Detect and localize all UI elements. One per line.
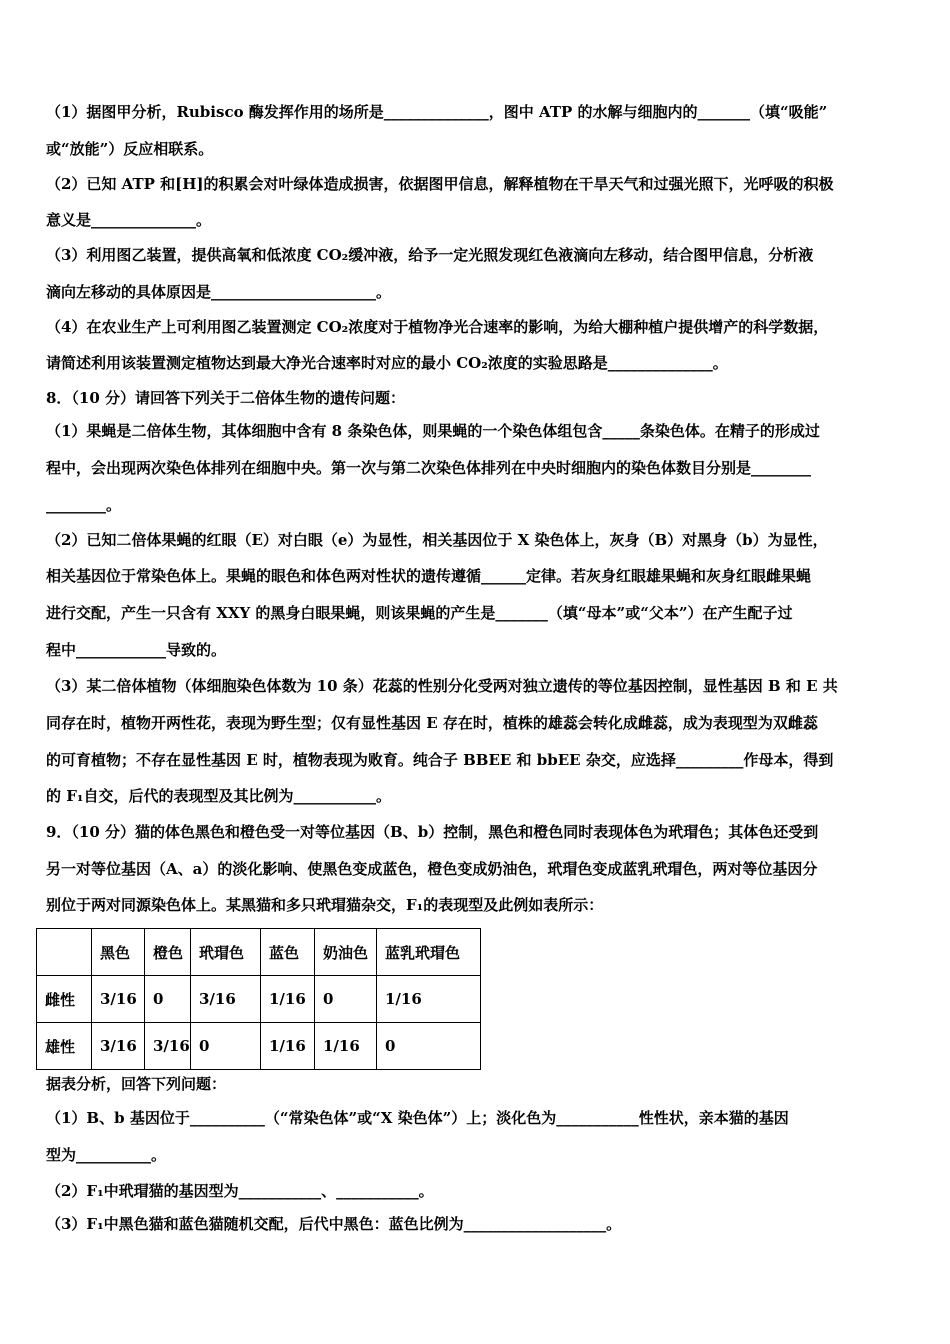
table-header-row [37,929,481,976]
table-cell: 1/16 [315,1023,377,1070]
q9-3-line: （3）F₁中黑色猫和蓝色猫随机交配，后代中黑色：蓝色比例为___________________。 [46,1215,622,1233]
q9-analysis-intro: 据表分析，回答下列问题： [46,1075,227,1093]
table-cell: 3/16 [191,976,261,1023]
q8-1-line2: 程中，会出现两次染色体排列在细胞中央。第一次与第二次染色体排列在中央时细胞内的染色体数目分别是________ [46,459,812,477]
table-cell: 1/16 [261,1023,315,1070]
q9-1-line1: （1）B、b 基因位于__________（“常染色体”或“X 染色体”）上；淡化色为___________性性状，亲本猫的基因 [46,1109,789,1127]
q8-3-line1: （3）某二倍体植物（体细胞染色体数为 10 条）花蕊的性别分化受两对独立遗传的等位基因控制，显性基因 B 和 E 共 [46,677,838,695]
q8-2-line1: （2）已知二倍体果蝇的红眼（E）对白眼（e）为显性，相关基因位于 X 染色体上，灰身（B）对黑身（b）为显性， [46,531,828,549]
q8-title: 8．（10 分）请回答下列关于二倍体生物的遗传问题： [46,389,406,407]
q8-2-line4: 程中____________导致的。 [46,641,227,659]
table-cell: 0 [191,1023,261,1070]
table-cell: 雄性 [37,1023,92,1070]
table-header-cell: 玳瑁色 [191,929,261,976]
table-header-cell: 蓝色 [261,929,315,976]
q8-3-line2: 同存在时，植物开两性花，表现为野生型；仅有显性基因 E 存在时，植株的雄蕊会转化成雌蕊，成为表现型为双雌蕊 [46,714,818,732]
table-header-cell: 奶油色 [315,929,377,976]
q7-2-line1: （2）已知 ATP 和[H]的积累会对叶绿体造成损害，依据图甲信息，解释植物在干旱天气和过强光照下，光呼吸的积极 [46,175,834,193]
table-cell: 雌性 [37,976,92,1023]
table-header-cell [37,929,92,976]
q7-2-line2: 意义是______________。 [46,211,212,229]
table-cell: 0 [145,976,191,1023]
q7-1-line1: （1）据图甲分析，Rubisco 酶发挥作用的场所是______________，图中 ATP 的水解与细胞内的_______（填“吸能” [46,103,828,121]
q9-title-line3: 别位于两对同源染色体上。某黑猫和多只玳瑁猫杂交，F₁的表现型及此例如表所示： [46,896,604,914]
q9-2-line: （2）F₁中玳瑁猫的基因型为___________、___________。 [46,1182,434,1200]
table-cell: 3/16 [92,976,145,1023]
table-header-cell: 橙色 [145,929,191,976]
table-row [37,976,481,1023]
table-cell: 3/16 [92,1023,145,1070]
table-cell: 1/16 [261,976,315,1023]
q9-title-line2: 另一对等位基因（A、a）的淡化影响、使黑色变成蓝色，橙色变成奶油色，玳瑁色变成蓝乳玳瑁色，两对等位基因分 [46,860,818,878]
q7-4-line2: 请简述利用该装置测定植物达到最大净光合速率时对应的最小 CO₂浓度的实验思路是______________。 [46,354,728,372]
q9-1-line2: 型为__________。 [46,1146,167,1164]
q9-title-line1: 9．（10 分）猫的体色黑色和橙色受一对等位基因（B、b）控制，黑色和橙色同时表现体色为玳瑁色；其体色还受到 [46,823,819,841]
f1-phenotype-table [36,928,481,1070]
q8-1-line3: ________。 [46,496,122,514]
table-header-cell: 蓝乳玳瑁色 [377,929,481,976]
q8-1-line1: （1）果蝇是二倍体生物，其体细胞中含有 8 条染色体，则果蝇的一个染色体组包含_____条染色体。在精子的形成过 [46,422,820,440]
table-row [37,1023,481,1070]
q8-2-line3: 进行交配，产生一只含有 XXY 的黑身白眼果蝇，则该果蝇的产生是_______（填“母本”或“父本”）在产生配子过 [46,604,793,622]
table-cell: 1/16 [377,976,481,1023]
q8-3-line3: 的可育植物；不存在显性基因 E 时，植物表现为败育。纯合子 BBEE 和 bbEE 杂交，应选择_________作母本，得到 [46,751,834,769]
q7-1-line2: 或“放能”）反应相联系。 [46,140,214,158]
q7-4-line1: （4）在农业生产上可利用图乙装置测定 CO₂浓度对于植物净光合速率的影响，为给大棚种植户提供增产的科学数据， [46,318,829,336]
q7-3-line2: 滴向左移动的具体原因是______________________。 [46,283,392,301]
table-cell: 0 [315,976,377,1023]
q7-3-line1: （3）利用图乙装置，提供高氧和低浓度 CO₂缓冲液，给予一定光照发现红色液滴向左移动，结合图甲信息，分析液 [46,246,814,264]
q8-2-line2: 相关基因位于常染色体上。果蝇的眼色和体色两对性状的遗传遵循______定律。若灰身红眼雄果蝇和灰身红眼雌果蝇 [46,567,812,585]
table-cell: 0 [377,1023,481,1070]
table-header-cell: 黑色 [92,929,145,976]
table-cell: 3/16 [145,1023,191,1070]
q8-3-line4: 的 F₁自交，后代的表现型及其比例为___________。 [46,787,391,805]
